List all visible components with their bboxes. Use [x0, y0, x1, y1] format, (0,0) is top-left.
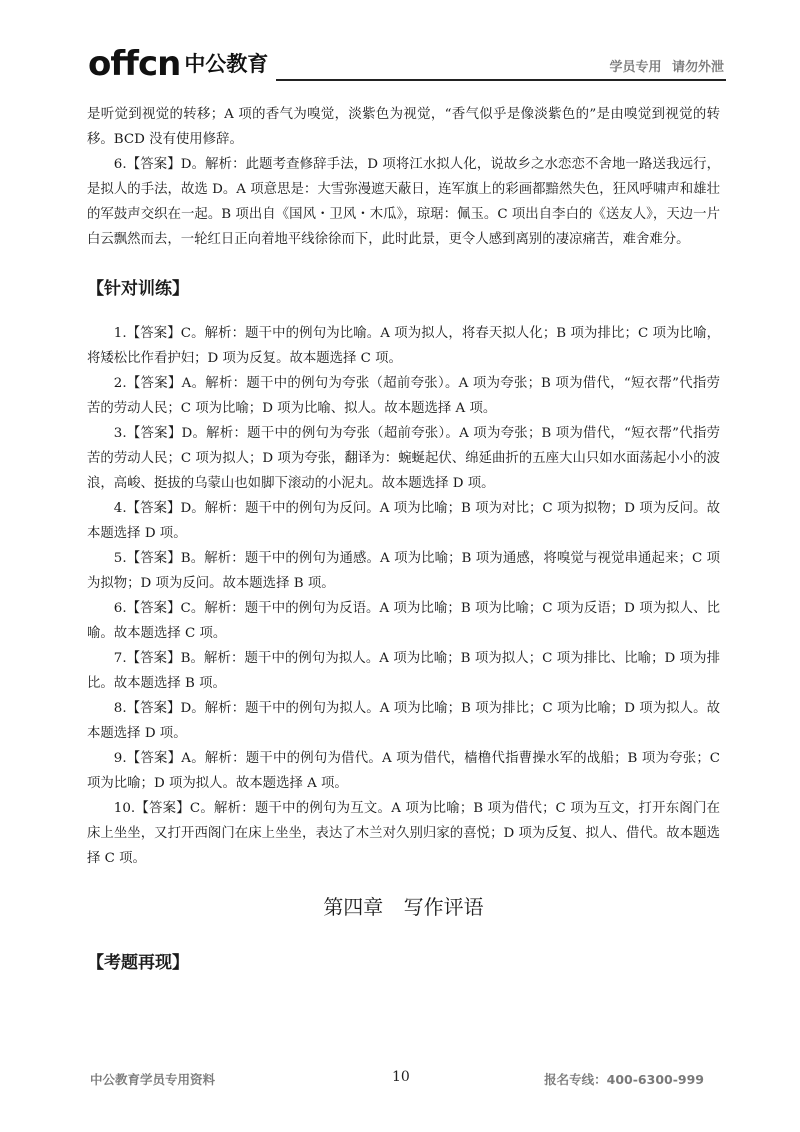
footer-hotline: 报名专线：400-6300-999 — [544, 1072, 704, 1087]
answer-paragraph: 6.【答案】D。解析：此题考查修辞手法，D 项将江水拟人化，说故乡之水恋恋不舍地一路送我远行，是拟人的手法，故选 D。A 项意思是：大雪弥漫遮天蔽日，连军旗上的彩画都黯然失色，狂风呼啸声和雄壮的军鼓声交织在一起。B 项出自《国风・卫风・木瓜》，琼琚：佩玉。C 项出自李白的《送友人》，天边一片白云飘然而去，一轮红日正向着地平线徐徐而下，此时此景，更令人感到离别的凄凉痛苦，难舍难分。 — [87, 157, 720, 247]
answer-item: 8.【答案】D。解析：题干中的例句为拟人。A 项为比喻；B 项为排比；C 项为比喻；D 项为拟人。故本题选择 D 项。 — [87, 701, 720, 741]
answer-item: 7.【答案】B。解析：题干中的例句为拟人。A 项为比喻；B 项为拟人；C 项为排比、比喻；D 项为排比。故本题选择 B 项。 — [87, 651, 720, 691]
answer-item: 5.【答案】B。解析：题干中的例句为通感。A 项为比喻；B 项为通感，将嗅觉与视觉串通起来；C 项为拟物；D 项为反问。故本题选择 B 项。 — [87, 551, 720, 591]
page-header — [0, 0, 800, 90]
answer-item: 4.【答案】D。解析：题干中的例句为反问。A 项为比喻；B 项为对比；C 项为拟物；D 项为反问。故本题选择 D 项。 — [87, 501, 720, 541]
section-title-training: 【针对训练】 — [87, 279, 189, 299]
page-number: 10 — [392, 1069, 410, 1085]
footer-left: 中公教育学员专用资料 — [90, 1072, 216, 1087]
chapter-title: 第四章 写作评语 — [323, 895, 484, 919]
page-content — [87, 102, 720, 973]
header-tag: 学员专用 请勿外泄 — [609, 60, 724, 75]
answer-item: 9.【答案】A。解析：题干中的例句为借代。A 项为借代，樯橹代指曹操水军的战船；B 项为夸张；C 项为比喻；D 项为拟人。故本题选择 A 项。 — [87, 751, 720, 791]
answer-item: 2.【答案】A。解析：题干中的例句为夸张（超前夸张）。A 项为夸张；B 项为借代，“短衣帮”代指劳苦的劳动人民；C 项为比喻；D 项为比喻、拟人。故本题选择 A 项。 — [87, 376, 720, 416]
page-footer — [0, 1062, 800, 1092]
answer-item: 6.【答案】C。解析：题干中的例句为反语。A 项为比喻；B 项为比喻；C 项为反语；D 项为拟人、比喻。故本题选择 C 项。 — [87, 601, 720, 641]
section-title-exam: 【考题再现】 — [87, 953, 189, 973]
logo-chinese: 中公教育 — [184, 52, 269, 76]
offcn-logo — [88, 46, 268, 82]
answer-item: 1.【答案】C。解析：题干中的例句为比喻。A 项为拟人，将春天拟人化；B 项为排比；C 项为比喻，将矮松比作看护妇；D 项为反复。故本题选择 C 项。 — [87, 326, 720, 366]
logo-latin: offcn — [88, 44, 181, 84]
answer-item: 10.【答案】C。解析：题干中的例句为互文。A 项为比喻；B 项为借代；C 项为互文，打开东阁门在床上坐坐，又打开西阁门在床上坐坐，表达了木兰对久别归家的喜悦；D 项为反复、拟人、借代。故本题选择 C 项。 — [87, 801, 720, 866]
answer-item: 3.【答案】D。解析：题干中的例句为夸张（超前夸张）。A 项为夸张；B 项为借代，“短衣帮”代指劳苦的劳动人民；C 项为拟人；D 项为夸张，翻译为：蜿蜒起伏、绵延曲折的五座大山只如水面荡起小小的波浪，高峻、挺拔的乌蒙山也如脚下滚动的小泥丸。故本题选择 D 项。 — [87, 426, 720, 491]
header-rule — [276, 79, 726, 81]
paragraph-continued: 是听觉到视觉的转移；A 项的香气为嗅觉，淡紫色为视觉，“香气似乎是像淡紫色的”是由嗅觉到视觉的转移。BCD 没有使用修辞。 — [87, 107, 720, 147]
